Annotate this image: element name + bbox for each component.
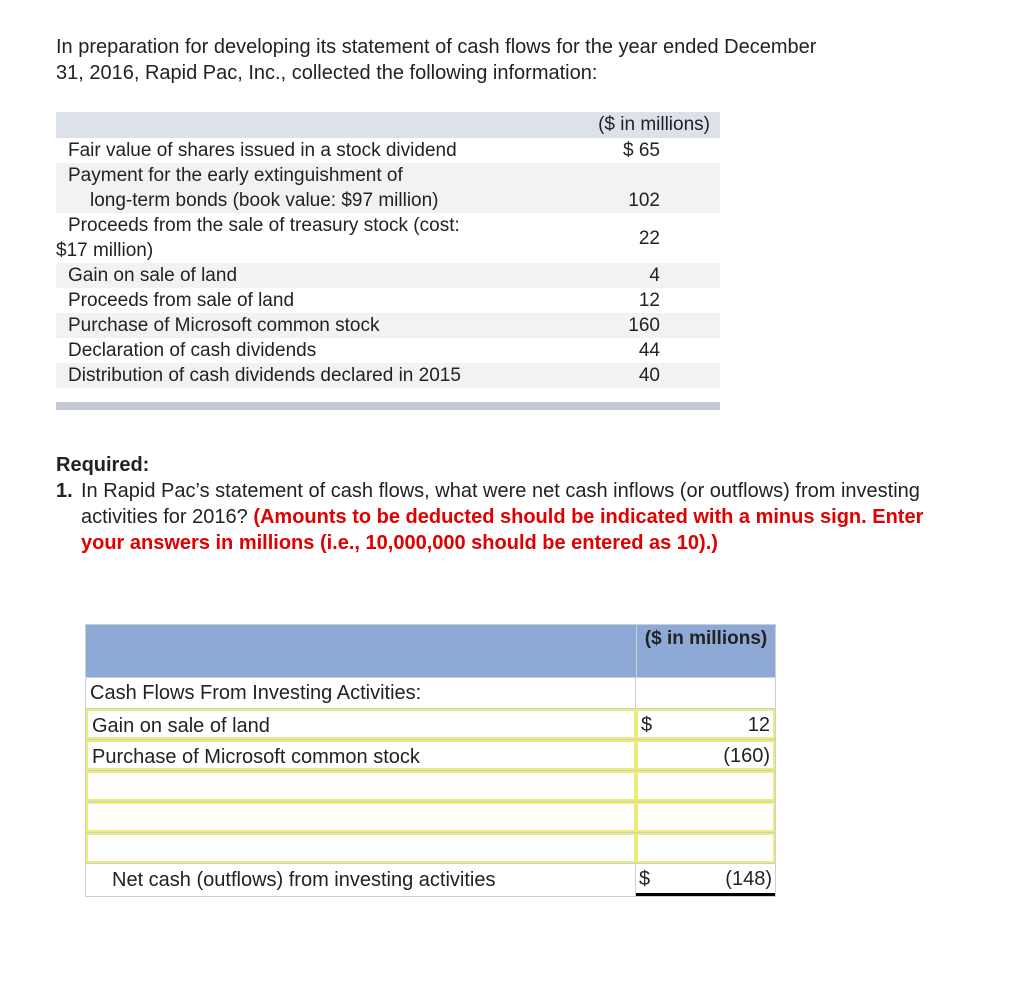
total-row (85, 864, 776, 897)
info-row-value: 4 (649, 265, 660, 286)
question-body (81, 478, 936, 556)
answer-label-input[interactable]: Gain on sale of land (86, 709, 636, 739)
intro-line-1: In preparation for developing its statement of cash flows for the year ended December (56, 36, 817, 58)
info-row-value: 44 (638, 340, 660, 361)
info-row-label-cont: $17 million) (56, 240, 154, 261)
answer-amount-input[interactable] (636, 833, 775, 863)
answer-amount-input[interactable] (636, 771, 775, 801)
total-amount-cell (636, 864, 775, 896)
question-text: In Rapid Pac’s statement of cash flows, what were net cash inflows (or outflows) from investing activities for 2016? (81, 480, 920, 528)
answer-amount-input[interactable] (636, 802, 775, 832)
question-instruction: (Amounts to be deducted should be indicated with a minus sign. Enter your answers in millions (i.e., 10,000,000 should be entered as 10).) (81, 506, 924, 554)
dollar-sign: $ (641, 714, 653, 736)
answer-label-input[interactable] (86, 833, 636, 863)
info-row-value: 40 (638, 365, 660, 386)
info-row-label: Proceeds from sale of land (68, 290, 295, 311)
info-row-value: 12 (638, 290, 660, 311)
info-row-label: Distribution of cash dividends declared in 2015 (68, 365, 461, 386)
info-row (56, 313, 720, 338)
answer-units-header: ($ in millions) (644, 628, 768, 649)
info-row (56, 338, 720, 363)
info-units-header: ($ in millions) (598, 114, 710, 135)
total-amount: (148) (725, 868, 772, 890)
info-row (56, 138, 720, 163)
info-row-value: $ 65 (623, 140, 660, 161)
required-section (56, 452, 936, 556)
question-1 (56, 478, 936, 556)
info-row-label-cont: long-term bonds (book value: $97 million) (90, 190, 439, 211)
info-row-label: Declaration of cash dividends (68, 340, 317, 361)
answer-amount: 12 (747, 714, 770, 736)
info-table-header (56, 112, 720, 138)
answer-amount-input[interactable] (636, 709, 775, 739)
answer-row (85, 771, 776, 802)
info-row-label: Fair value of shares issued in a stock dividend (68, 140, 457, 161)
answer-label-input[interactable] (86, 802, 636, 832)
info-row (56, 288, 720, 313)
answer-row (85, 709, 776, 740)
answer-table (85, 624, 776, 897)
info-row-label: Purchase of Microsoft common stock (68, 315, 380, 336)
question-number: 1. (56, 480, 73, 502)
info-row (56, 213, 720, 263)
info-row-label: Gain on sale of land (68, 265, 238, 286)
answer-row (85, 833, 776, 864)
info-row (56, 263, 720, 288)
intro-text (56, 34, 936, 86)
info-row (56, 163, 720, 213)
total-label: Net cash (outflows) from investing activities (86, 864, 636, 896)
information-table (56, 112, 720, 410)
dollar-sign: $ (639, 868, 651, 890)
required-title: Required: (56, 454, 150, 476)
intro-line-2: 31, 2016, Rapid Pac, Inc., collected the following information: (56, 62, 598, 84)
answer-amount: (160) (723, 745, 770, 767)
section-label-row (85, 678, 776, 709)
answer-row (85, 802, 776, 833)
answer-table-header (85, 624, 776, 678)
info-row-value: 22 (638, 228, 660, 249)
answer-label-input[interactable]: Purchase of Microsoft common stock (86, 740, 636, 770)
info-row-value: 102 (628, 190, 660, 211)
info-table-footer (56, 402, 720, 410)
info-row-label: Payment for the early extinguishment of (68, 165, 403, 186)
info-row-label: Proceeds from the sale of treasury stock (cost: (68, 215, 460, 236)
info-row-value: 160 (628, 315, 660, 336)
answer-amount-input[interactable] (636, 740, 775, 770)
answer-label-input[interactable] (86, 771, 636, 801)
info-row (56, 363, 720, 388)
section-label: Cash Flows From Investing Activities: (86, 678, 636, 708)
answer-row (85, 740, 776, 771)
